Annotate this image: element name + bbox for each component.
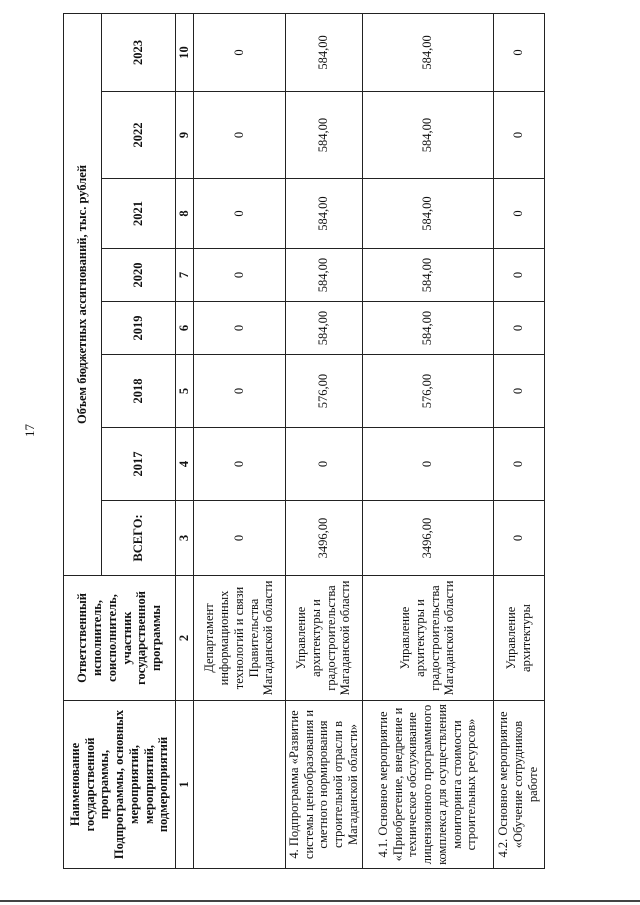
row-value: 0 bbox=[493, 428, 544, 501]
row-value: 0 bbox=[193, 428, 285, 501]
row-value: 0 bbox=[493, 13, 544, 91]
row-value: 0 bbox=[493, 355, 544, 428]
row-value: 584,00 bbox=[362, 249, 493, 302]
row-value: 0 bbox=[285, 428, 362, 501]
row-name bbox=[193, 701, 285, 869]
table-row bbox=[362, 13, 493, 868]
row-value: 0 bbox=[193, 13, 285, 91]
row-value: 0 bbox=[493, 302, 544, 355]
header-year: 2023 bbox=[102, 13, 176, 91]
row-value: 584,00 bbox=[285, 249, 362, 302]
table-row bbox=[285, 13, 362, 868]
row-value: 3496,00 bbox=[362, 501, 493, 576]
header-budget-group: Объем бюджетных ассигнований, тыс. рублей bbox=[64, 13, 102, 575]
page-bottom-rule bbox=[0, 900, 640, 902]
budget-table bbox=[63, 13, 545, 869]
row-value: 0 bbox=[362, 428, 493, 501]
row-value: 0 bbox=[193, 179, 285, 249]
column-number: 8 bbox=[176, 179, 194, 249]
row-value: 0 bbox=[493, 179, 544, 249]
row-value: 584,00 bbox=[362, 13, 493, 91]
header-year: 2021 bbox=[102, 179, 176, 249]
column-number: 4 bbox=[176, 428, 194, 501]
header-year: 2018 bbox=[102, 355, 176, 428]
header-year: 2022 bbox=[102, 92, 176, 179]
column-number: 6 bbox=[176, 302, 194, 355]
row-value: 584,00 bbox=[362, 302, 493, 355]
table-row bbox=[193, 13, 285, 868]
column-number: 9 bbox=[176, 92, 194, 179]
row-value: 0 bbox=[193, 249, 285, 302]
row-value: 584,00 bbox=[285, 179, 362, 249]
row-executor: Управление архитектуры bbox=[493, 576, 544, 701]
row-value: 0 bbox=[493, 501, 544, 576]
header-row-top bbox=[64, 13, 102, 868]
row-value: 0 bbox=[493, 92, 544, 179]
row-value: 0 bbox=[193, 302, 285, 355]
row-value: 576,00 bbox=[285, 355, 362, 428]
row-value: 576,00 bbox=[362, 355, 493, 428]
row-value: 0 bbox=[493, 249, 544, 302]
header-year: 2017 bbox=[102, 428, 176, 501]
header-year: 2020 bbox=[102, 249, 176, 302]
row-executor: Департамент информационных технологий и связи Правительства Магаданской области bbox=[193, 576, 285, 701]
rotated-table-container bbox=[63, 14, 540, 869]
column-number: 1 bbox=[176, 701, 194, 869]
table-row bbox=[493, 13, 544, 868]
row-value: 0 bbox=[193, 501, 285, 576]
column-number: 5 bbox=[176, 355, 194, 428]
row-value: 584,00 bbox=[362, 92, 493, 179]
row-name: 4.2. Основное мероприятие «Обучение сотрудников работе bbox=[493, 701, 544, 869]
header-executor: Ответственный исполнитель, соисполнитель, участник государственной программы bbox=[64, 576, 176, 701]
row-executor: Управление архитектуры и градостроительства Магаданской области bbox=[362, 576, 493, 701]
row-value: 584,00 bbox=[285, 92, 362, 179]
row-value: 584,00 bbox=[285, 302, 362, 355]
column-number: 7 bbox=[176, 249, 194, 302]
row-value: 584,00 bbox=[362, 179, 493, 249]
row-executor: Управление архитектуры и градостроительства Магаданской области bbox=[285, 576, 362, 701]
column-number-row bbox=[176, 13, 194, 868]
column-number: 3 bbox=[176, 501, 194, 576]
row-name: 4.1. Основное мероприятие «Приобретение, внедрение и техническое обслуживание лицензионного программного комплекса для осуществления мониторинга стоимости строительных ресурсов» bbox=[362, 701, 493, 869]
row-value: 3496,00 bbox=[285, 501, 362, 576]
header-name: Наименование государственной программы, Подпрограммы, основных мероприятий, мероприятий, подмероприятий bbox=[64, 701, 176, 869]
page-number: 17 bbox=[22, 424, 37, 437]
row-value: 0 bbox=[193, 92, 285, 179]
row-name: 4. Подпрограмма «Развитие системы ценообразования и сметного нормирования строительной отрасли в Магаданской области» bbox=[285, 701, 362, 869]
row-value: 584,00 bbox=[285, 13, 362, 91]
header-year: 2019 bbox=[102, 302, 176, 355]
column-number: 10 bbox=[176, 13, 194, 91]
header-total: ВСЕГО: bbox=[102, 501, 176, 576]
column-number: 2 bbox=[176, 576, 194, 701]
row-value: 0 bbox=[193, 355, 285, 428]
